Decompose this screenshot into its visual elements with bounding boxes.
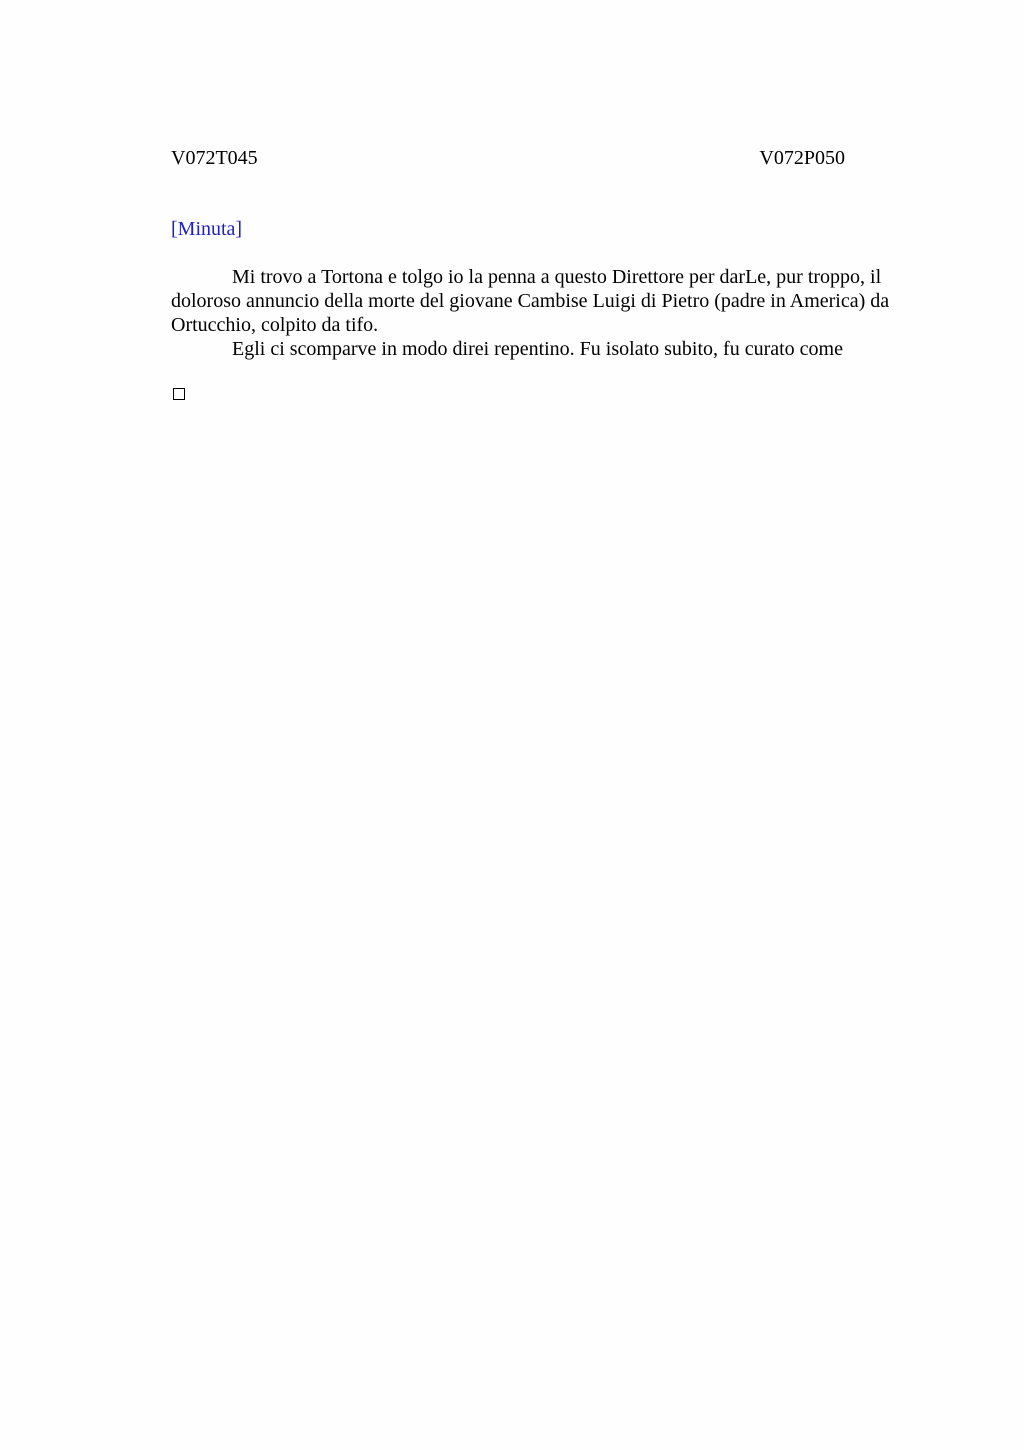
square-outline-icon [173, 388, 185, 400]
document-page [171, 0, 931, 1450]
paragraph-1: Mi trovo a Tortona e tolgo io la penna a questo Direttore per darLe, pur troppo, il doloroso annuncio della morte del giovane Cambise Luigi di Pietro (padre in America) da Ortucchio, colpito da tifo. [171, 266, 890, 336]
document-code-right: V072P050 [759, 147, 845, 169]
paragraph-2: Egli ci scomparve in modo direi repentino. Fu isolato subito, fu curato come [232, 338, 843, 360]
section-label-minuta: [Minuta] [171, 218, 243, 240]
document-code-left: V072T045 [171, 147, 258, 169]
letter-body [171, 265, 923, 361]
